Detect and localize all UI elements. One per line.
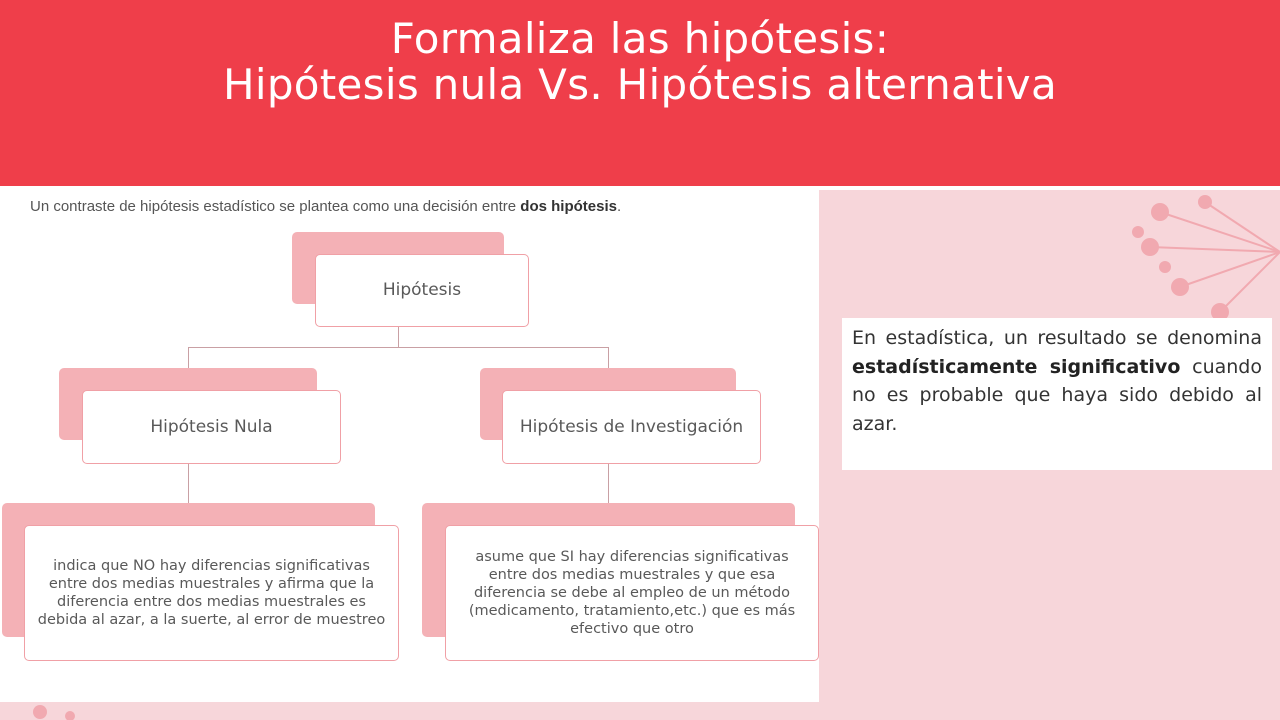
significance-note — [842, 318, 1272, 470]
root-node — [315, 254, 529, 327]
null-hypothesis-node — [82, 390, 341, 464]
research-hypothesis-description — [445, 525, 819, 661]
slide-title — [0, 0, 1280, 108]
intro-paragraph — [30, 196, 792, 218]
null-hypothesis-description — [24, 525, 399, 661]
research-hypothesis-label: Hipótesis de Investigación — [519, 416, 744, 437]
title-line-1: Formaliza las hipótesis: — [390, 14, 890, 63]
null-hypothesis-description-text: indica que NO hay diferencias significativas entre dos medias muestrales y afirma que la diferencia entre dos medias muestrales es debida al azar, a la suerte, al error de muestreo — [37, 558, 386, 628]
intro-bold: dos hipótesis — [520, 198, 617, 215]
significance-text-1: En estadística, un resultado se denomina — [852, 327, 1262, 349]
intro-text: Un contraste de hipótesis estadístico se plantea como una decisión entre — [30, 198, 521, 215]
connector-left-leaf — [188, 463, 189, 505]
research-hypothesis-description-text: asume que SI hay diferencias significativas entre dos medias muestrales y que esa diferencia se debe al empleo de un método (medicamento, tratamiento,etc.) que es más efectivo que otro — [468, 549, 796, 637]
connector-right-leaf — [608, 463, 609, 505]
connector-left-down — [188, 347, 189, 369]
connector-horizontal — [188, 347, 609, 348]
connector-root-down — [398, 327, 399, 347]
research-hypothesis-node — [502, 390, 761, 464]
intro-end: . — [616, 198, 622, 215]
significance-text-2: cuando no es probable que haya sido debido al azar. — [852, 355, 1262, 435]
flower-decoration-icon — [1120, 192, 1280, 332]
null-hypothesis-label: Hipótesis Nula — [150, 416, 273, 437]
slide-header — [0, 0, 1280, 190]
title-line-2: Hipótesis nula Vs. Hipótesis alternativa — [222, 60, 1058, 109]
connector-right-down — [608, 347, 609, 369]
significance-bold: estadísticamente significativo — [852, 355, 1181, 378]
root-node-label: Hipótesis — [382, 280, 462, 300]
